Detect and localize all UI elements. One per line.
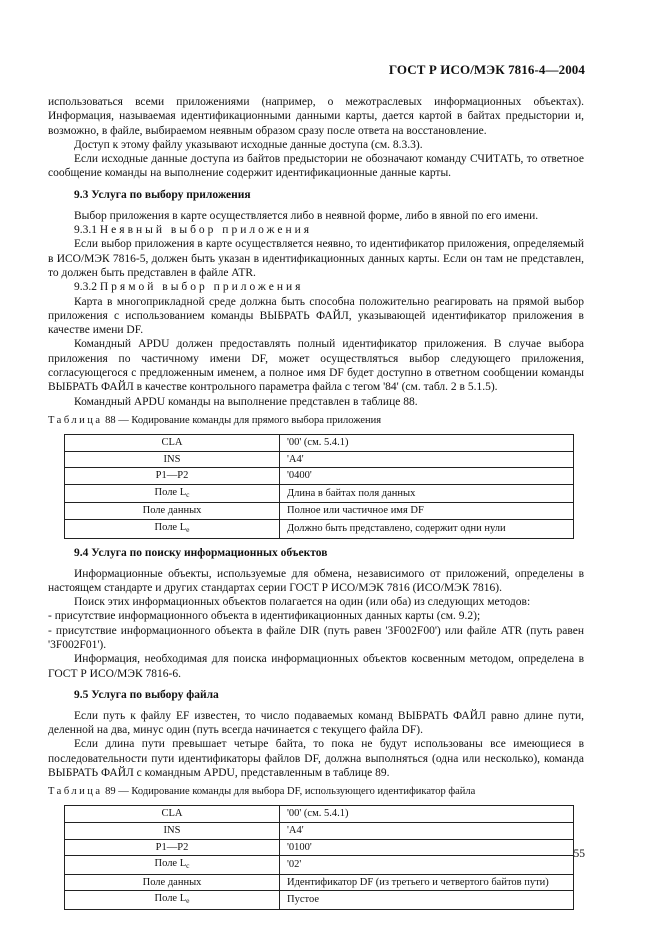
section-heading-9-4: 9.4 Услуга по поиску информационных объектов: [74, 546, 328, 559]
table-row: [65, 822, 574, 839]
table-cell: [65, 519, 280, 538]
section-heading-9-3: 9.3 Услуга по выбору приложения: [74, 188, 251, 201]
table-89-caption: [48, 785, 584, 799]
table-row: [65, 468, 574, 485]
subscript: c: [186, 489, 190, 499]
table-cell: P1—P2: [65, 839, 280, 856]
caption-label: Таблица: [48, 786, 103, 798]
paragraph: Поиск этих информационных объектов полагается на один (или оба) из следующих методов:: [74, 596, 531, 609]
subsection-heading-9-3-2: [48, 280, 584, 294]
table-cell: '00' (см. 5.4.1): [280, 806, 574, 823]
paragraph: использоваться всеми приложениями (например, о межотраслевых информационных объектах). Информация, называемая идентификационными данными карты, дается картой в байтах предыстории и, возможно, в файле, выбираемом неявным образом сразу после ответа на восстановление.: [48, 96, 584, 137]
paragraph: Если выбор приложения в карте осуществляется неявно, то идентификатор приложения, определяемый в ИСО/МЭК 7816-5, должен быть указан в идентификационных данных карты. Если он там не представлен, то должен быть представлен в файле ATR.: [48, 238, 584, 279]
table-row: [65, 434, 574, 451]
paragraph: Командный APDU команды на выполнение представлен в таблице 88.: [74, 395, 418, 408]
table-row: [65, 856, 574, 875]
table-cell: 'A4': [280, 451, 574, 468]
list-item: - присутствие информационного объекта в файле DIR (путь равен '3F002F00') или файле ATR (путь равен '3F002F01').: [48, 624, 584, 651]
subscript: e: [186, 524, 190, 534]
table-cell: [65, 484, 280, 503]
table-cell: '00' (см. 5.4.1): [280, 434, 574, 451]
table-row: [65, 891, 574, 910]
table-cell: INS: [65, 451, 280, 468]
field-name: Поле L: [154, 486, 187, 498]
table-cell: '0100': [280, 839, 574, 856]
caption-label: Таблица: [48, 414, 103, 426]
table-row: [65, 503, 574, 520]
table-cell: Должно быть представлено, содержит одни нули: [280, 519, 574, 538]
caption-text: 88 — Кодирование команды для прямого выбора приложения: [105, 414, 382, 426]
page-content: [48, 95, 584, 914]
table-cell: Поле данных: [65, 503, 280, 520]
table-88: [64, 434, 574, 539]
caption-text: 89 — Кодирование команды для выбора DF, использующего идентификатор файла: [105, 786, 476, 798]
table-88-caption: [48, 414, 584, 428]
document-header: ГОСТ Р ИСО/МЭК 7816-4—2004: [388, 62, 585, 77]
subsection-title: Прямой выбор приложения: [99, 281, 304, 294]
table-cell: [65, 856, 280, 875]
table-row: [65, 806, 574, 823]
table-cell: Идентификатор DF (из третьего и четвертого байтов пути): [280, 874, 574, 891]
table-cell: CLA: [65, 434, 280, 451]
paragraph: Если исходные данные доступа из байтов предыстории не обозначают команду СЧИТАТЬ, то ответное сообщение команды на выполнение содержит идентификационные данные карты.: [48, 153, 584, 180]
table-cell: Поле данных: [65, 874, 280, 891]
table-cell: '0400': [280, 468, 574, 485]
section-heading-9-5: 9.5 Услуга по выбору файла: [74, 688, 219, 701]
field-name: Поле L: [154, 521, 187, 533]
table-cell: Длина в байтах поля данных: [280, 484, 574, 503]
table-cell: 'A4': [280, 822, 574, 839]
paragraph: Доступ к этому файлу указывают исходные данные доступа (см. 8.3.3).: [74, 138, 423, 151]
subsection-number: 9.3.2: [74, 281, 97, 294]
subscript: c: [186, 861, 190, 871]
page-number: 55: [573, 848, 585, 860]
table-cell: P1—P2: [65, 468, 280, 485]
paragraph: Выбор приложения в карте осуществляется либо в неявной форме, либо в явной по его имени.: [74, 209, 539, 222]
table-cell: CLA: [65, 806, 280, 823]
table-row: [65, 451, 574, 468]
paragraph: Если длина пути превышает четыре байта, то пока не будут использованы все имеющиеся в последовательности пути идентификаторы файлов DF, должна выполняться (одна или несколько), команда ВЫБРАТЬ ФАЙЛ с командным APDU, представленным в таблице 89.: [48, 738, 584, 780]
paragraph: Информационные объекты, используемые для обмена, независимого от приложений, определены в настоящем стандарте и других стандартах серии ГОСТ Р ИСО/МЭК 7816 (ИСО/МЭК 7816).: [48, 567, 584, 594]
field-name: Поле L: [154, 893, 187, 905]
paragraph: Карта в многоприкладной среде должна быть способна положительно реагировать на прямой выбор приложения с использованием команды ВЫБРАТЬ ФАЙЛ, указывающей идентификатор приложения в качестве имени DF.: [48, 295, 584, 337]
table-row: [65, 519, 574, 538]
table-row: [65, 484, 574, 503]
paragraph: Командный APDU должен предоставлять полный идентификатор приложения. В случае выбора приложения по частичному имени DF, может осуществляться выбор следующего приложения, согласующегося с предложенным именем, а полное имя DF будет доступно в ответном сообщении команды ВЫБРАТЬ ФАЙЛ в качестве контрольного параметра файла с тегом '84' (см. табл. 2 в 5.1.5).: [48, 338, 584, 394]
table-row: [65, 839, 574, 856]
table-cell: '02': [280, 856, 574, 875]
table-cell: Полное или частичное имя DF: [280, 503, 574, 520]
list-item: - присутствие информационного объекта в идентификационных данных карты (см. 9.2);: [48, 610, 481, 623]
field-name: Поле L: [154, 858, 187, 870]
table-cell: Пустое: [280, 891, 574, 910]
table-cell: [65, 891, 280, 910]
paragraph: Информация, необходимая для поиска информационных объектов косвенным методом, определена в ГОСТ Р ИСО/МЭК 7816-6.: [48, 653, 584, 680]
subscript: e: [186, 896, 190, 906]
subsection-heading-9-3-1: [48, 223, 584, 237]
subsection-number: 9.3.1: [74, 224, 97, 237]
table-row: [65, 874, 574, 891]
table-89: [64, 805, 574, 910]
paragraph: Если путь к файлу EF известен, то число подаваемых команд ВЫБРАТЬ ФАЙЛ равно длине пути, деленной на два, минус один (путь всегда начинается с текущего файла DF).: [48, 709, 584, 737]
subsection-title: Неявный выбор приложения: [99, 224, 313, 237]
table-cell: INS: [65, 822, 280, 839]
